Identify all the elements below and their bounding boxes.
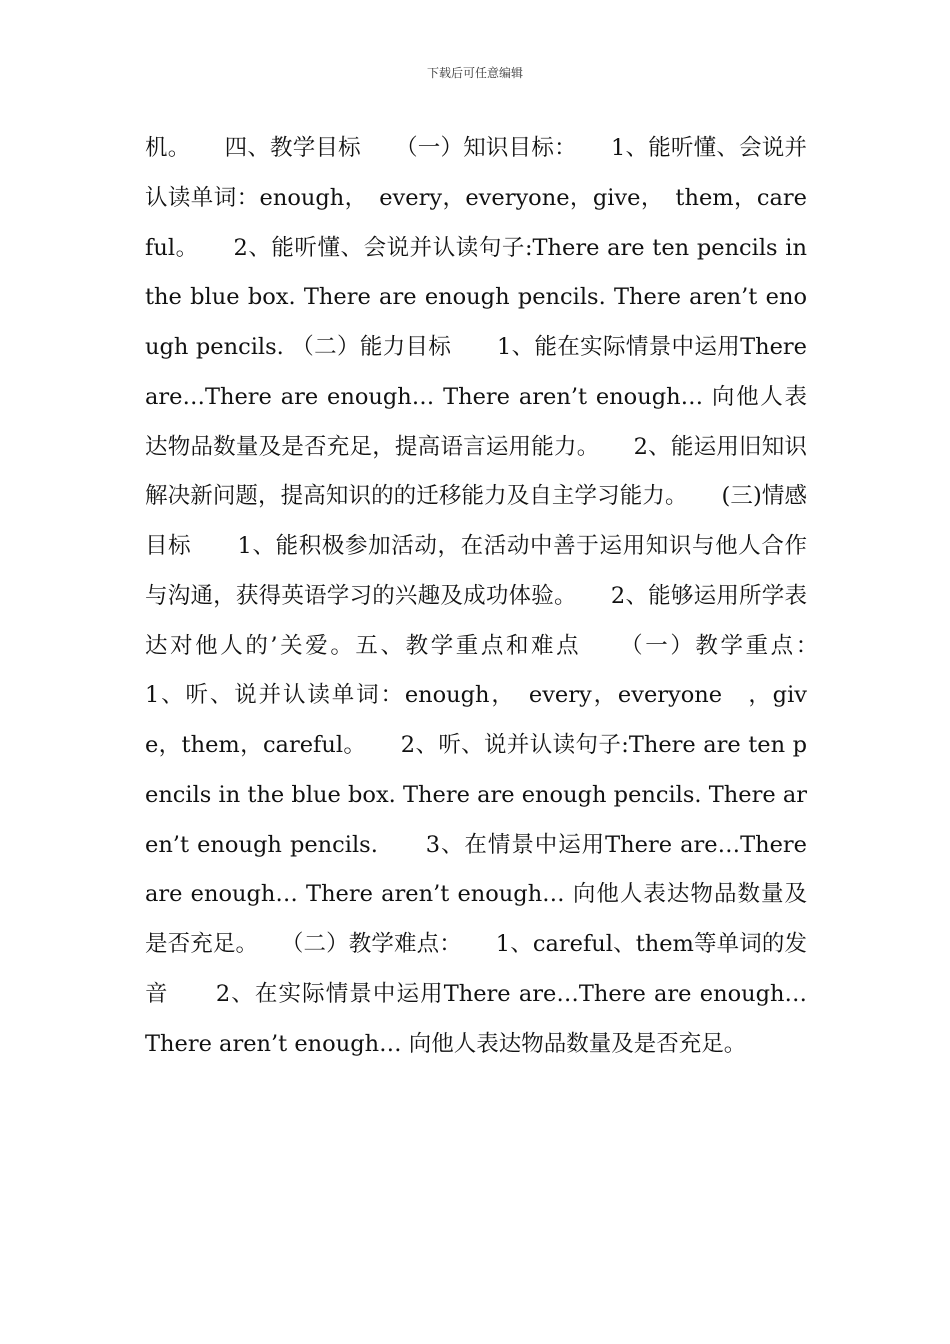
page-header: 下载后可任意编辑	[426, 66, 523, 80]
document-body-text: 机。 四、教学目标 （一）知识目标： 1、能听懂、会说并认读单词：enough， every，everyone，give， them，careful。 2、能听懂、会说并认读句子:There are ten pencils in the blue box. There are enough pencils. There aren’t enough pencils. （二）能力目标 1、能在实际情景中运用There are…There are enough… There aren’t enough… 向他人表达物品数量及是否充足，提高语言运用能力。 2、能运用旧知识解决新问题，提高知识的的迁移能力及自主学习能力。 (三)情感目标 1、能积极参加活动，在活动中善于运用知识与他人合作与沟通，获得英语学习的兴趣及成功体验。 2、能够运用所学表达对他人的’关爱。五、教学重点和难点 （一）教学重点： 1、听、说并认读单词：enough， every，everyone ，give，them，careful。 2、听、说并认读句子:There are ten pencils in the blue box. There are enough pencils. There aren’t enough pencils. 3、在情景中运用There are…There are enough… There aren’t enough… 向他人表达物品数量及是否充足。 （二）教学难点： 1、careful、them等单词的发音 2、在实际情景中运用There are…There are enough… There aren’t enough… 向他人表达物品数量及是否充足。	[145, 135, 853, 1057]
